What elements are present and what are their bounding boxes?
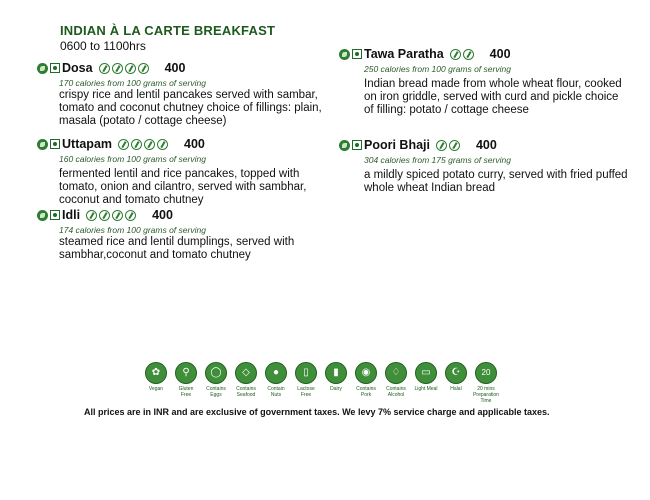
no-eggs-icon — [450, 49, 461, 60]
nuts-icon — [463, 49, 474, 60]
menu-item-idli — [37, 207, 327, 262]
item-calories: 174 calories from 100 grams of serving — [59, 225, 206, 235]
price-disclaimer: All prices are in INR and are exclusive of government taxes. We levy 7% service charge and applicable taxes. — [84, 407, 550, 417]
item-description: a mildly spiced potato curry, served with fried puffed whole wheat Indian bread — [364, 169, 628, 194]
legend-label: Gluten Free — [178, 386, 194, 398]
legend-item-gluten-free — [173, 362, 199, 404]
dairy-icon: ▮ — [325, 362, 347, 384]
leaf-icon — [339, 49, 350, 60]
legend-item-seafood — [233, 362, 259, 404]
item-calories: 304 calories from 175 grams of serving — [364, 155, 511, 165]
dairy-icon — [125, 210, 136, 221]
dietary-legend — [143, 362, 513, 404]
gluten-free-icon — [118, 139, 129, 150]
leaf-icon — [37, 139, 48, 150]
legend-item-lactose-free — [293, 362, 319, 404]
legend-label: Contain Nuts — [267, 386, 285, 398]
menu-item-uttapam — [37, 136, 327, 207]
nuts-icon — [449, 140, 460, 151]
nuts-icon — [125, 63, 136, 74]
alcohol-icon: ♢ — [385, 362, 407, 384]
item-description: steamed rice and lentil dumplings, served with sambhar,coconut and tomato chutney — [59, 236, 295, 261]
seafood-icon: ◇ — [235, 362, 257, 384]
legend-label: Contains Alcohol — [386, 386, 406, 398]
item-price: 400 — [489, 47, 511, 61]
legend-label: Lactose Free — [297, 386, 315, 398]
item-name: Dosa — [62, 61, 93, 75]
no-eggs-icon — [99, 210, 110, 221]
preparation-time-icon: 20 — [475, 362, 497, 384]
leaf-icon — [37, 63, 48, 74]
item-calories: 170 calories from 100 grams of serving — [59, 78, 206, 88]
no-eggs-icon — [131, 139, 142, 150]
legend-label: Contains Seafood — [236, 386, 256, 398]
veg-mark-icon — [352, 140, 362, 150]
item-price: 400 — [475, 138, 497, 152]
nuts-icon: ● — [265, 362, 287, 384]
item-calories: 250 calories from 100 grams of serving — [364, 64, 511, 74]
item-name: Uttapam — [62, 137, 113, 151]
veg-mark-icon — [50, 210, 60, 220]
legend-label: Light Meal — [414, 386, 438, 392]
item-name: Idli — [62, 208, 81, 222]
item-price: 400 — [164, 61, 186, 75]
legend-item-vegan — [143, 362, 169, 404]
light-meal-icon: ▭ — [415, 362, 437, 384]
no-eggs-icon — [436, 140, 447, 151]
nuts-icon — [144, 139, 155, 150]
veg-mark-icon — [352, 49, 362, 59]
legend-item-halal — [443, 362, 469, 404]
gluten-free-icon: ⚲ — [175, 362, 197, 384]
halal-icon: ☪ — [445, 362, 467, 384]
veg-mark-icon — [50, 139, 60, 149]
legend-label: Vegan — [148, 386, 164, 392]
legend-item-pork — [353, 362, 379, 404]
vegan-icon: ✿ — [145, 362, 167, 384]
item-name: Poori Bhaji — [364, 138, 430, 152]
menu-item-dosa — [37, 60, 327, 128]
item-calories: 160 calories from 100 grams of serving — [59, 154, 206, 164]
pork-icon: ◉ — [355, 362, 377, 384]
item-price: 400 — [184, 137, 205, 151]
legend-label: Contains Eggs — [206, 386, 226, 398]
leaf-icon — [37, 210, 48, 221]
dairy-icon — [138, 63, 149, 74]
legend-label: Dairy — [330, 386, 342, 392]
leaf-icon — [339, 140, 350, 151]
item-name: Tawa Paratha — [364, 47, 444, 61]
gluten-free-icon — [86, 210, 97, 221]
legend-item-preparation-time — [473, 362, 499, 404]
dairy-icon — [157, 139, 168, 150]
veg-mark-icon — [50, 63, 60, 73]
legend-label: Contains Pork — [356, 386, 376, 398]
legend-item-light-meal — [413, 362, 439, 404]
legend-item-dairy — [323, 362, 349, 404]
menu-item-poori-bhaji — [339, 137, 629, 195]
legend-label: 20 mins Preparation Time — [473, 386, 499, 404]
legend-label: Halal — [450, 386, 462, 392]
page-title: INDIAN À LA CARTE BREAKFAST — [60, 23, 276, 38]
lactose-free-icon: ▯ — [295, 362, 317, 384]
legend-item-nuts — [263, 362, 289, 404]
no-eggs-icon — [112, 63, 123, 74]
item-description: crispy rice and lentil pancakes served with sambar, tomato and coconut chutney choice of fillings: plain, masala (potato / cottage cheese) — [59, 89, 322, 127]
service-hours: 0600 to 1100hrs — [60, 39, 146, 53]
legend-item-eggs — [203, 362, 229, 404]
eggs-icon: ◯ — [205, 362, 227, 384]
menu-item-tawa-paratha — [339, 46, 629, 117]
item-description: Indian bread made from whole wheat flour, cooked on iron griddle, served with curd and pickle choice of filling: potato / cottage cheese — [364, 78, 622, 116]
nuts-icon — [112, 210, 123, 221]
legend-item-alcohol — [383, 362, 409, 404]
item-description: fermented lentil and rice pancakes, topped with tomato, onion and cilantro, served with sambhar, coconut and tomato chutney — [59, 168, 307, 206]
item-price: 400 — [152, 208, 173, 222]
gluten-free-icon — [99, 63, 110, 74]
